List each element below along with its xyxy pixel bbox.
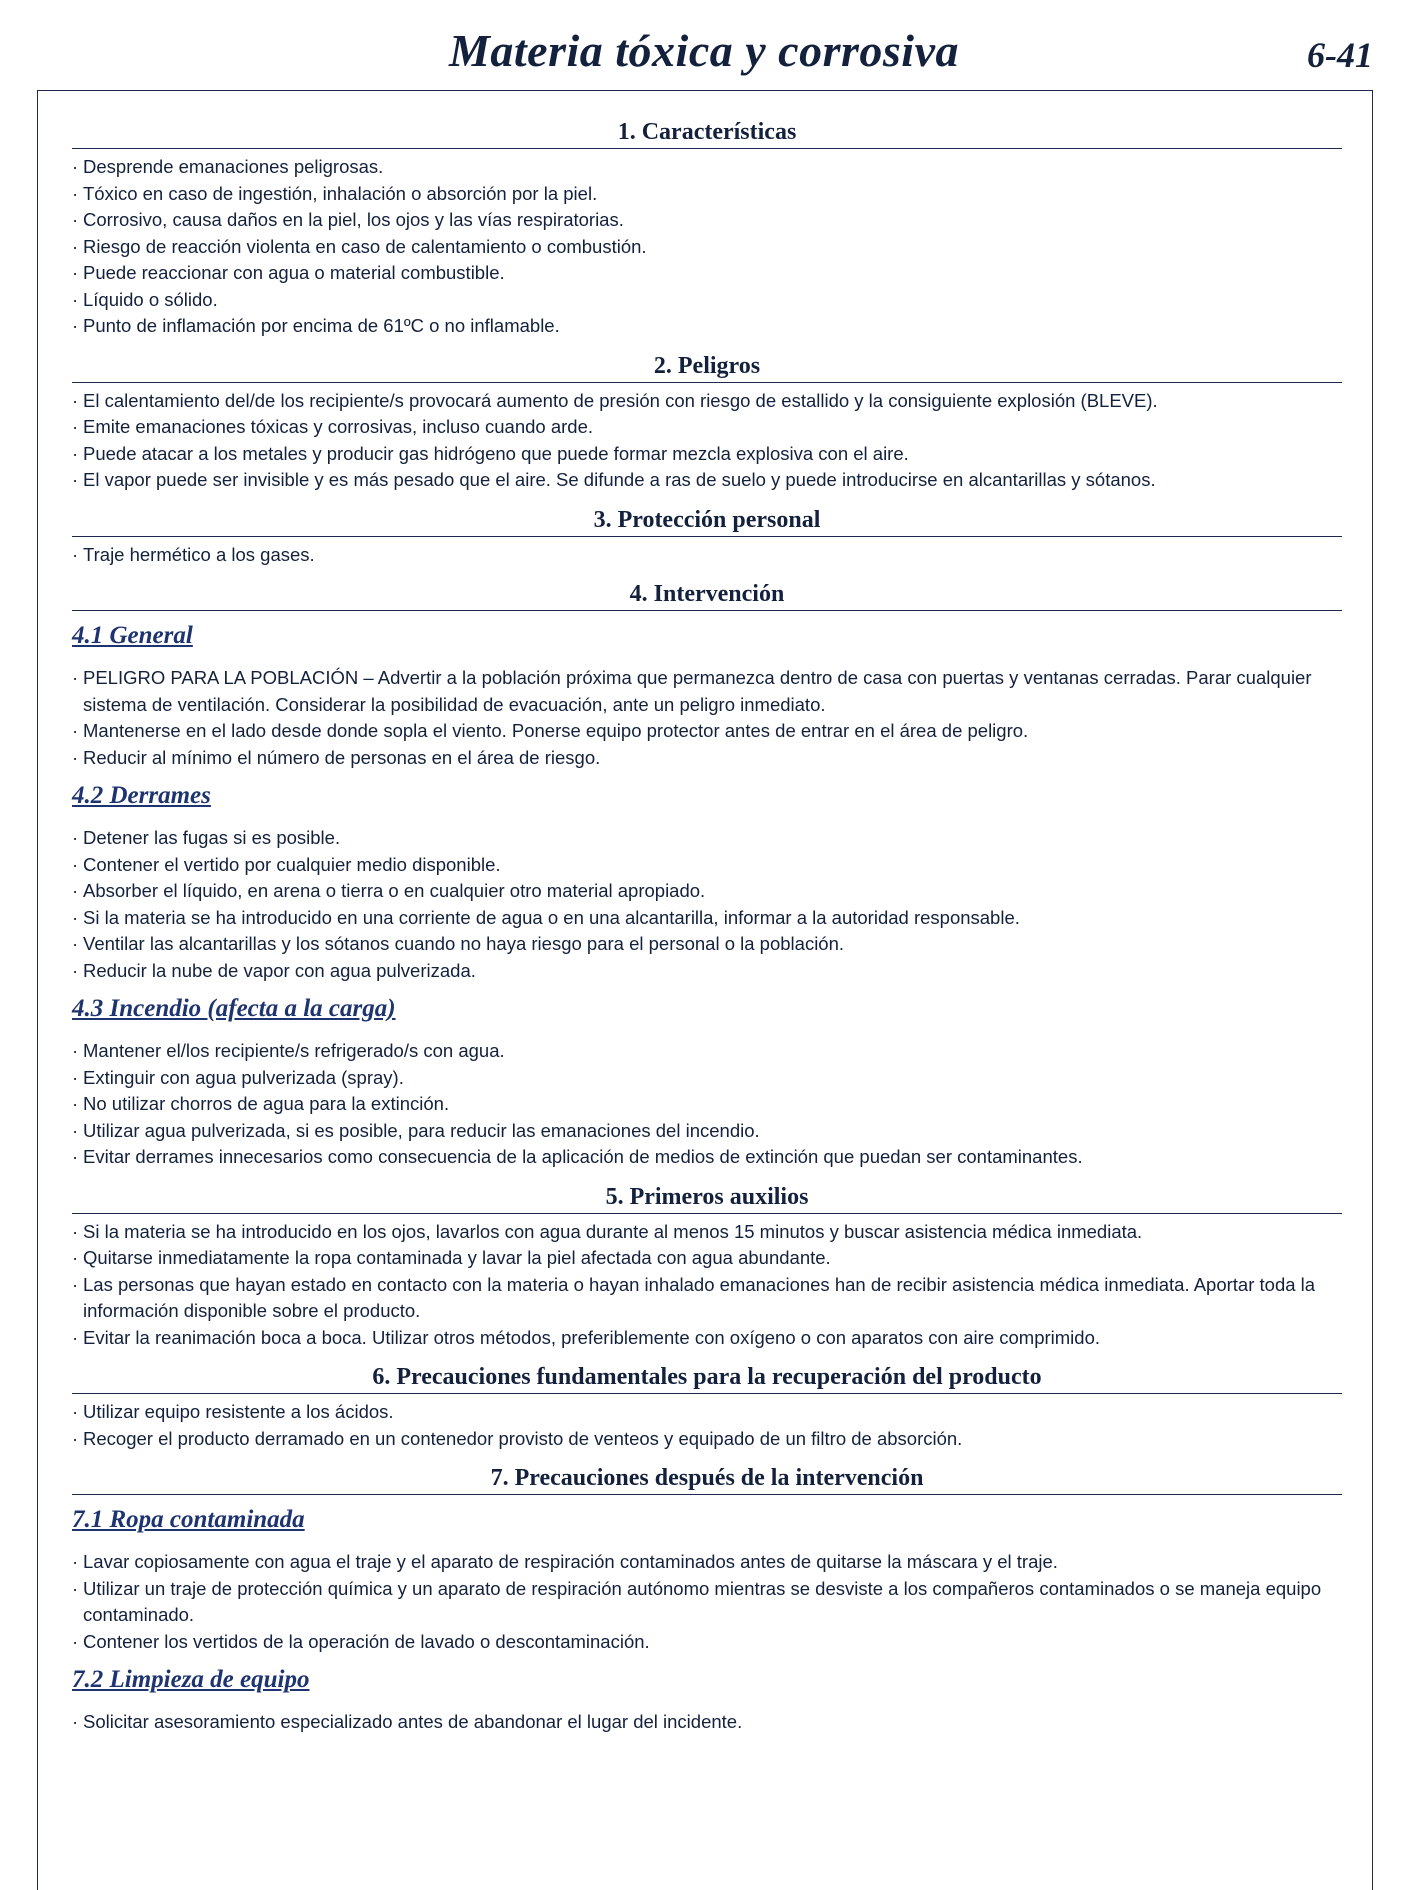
subsection-heading-general: 4.1 General — [72, 622, 193, 649]
list-item: · Evitar derrames innecesarios como consecuencia de la aplicación de medios de extinción que puedan ser contaminantes. — [72, 1144, 1332, 1171]
list-item: · Traje hermético a los gases. — [72, 542, 1332, 569]
item-list — [72, 388, 1342, 494]
section-caracteristicas — [72, 118, 1342, 340]
item-list — [72, 542, 1342, 569]
item-list — [72, 1549, 1342, 1655]
subsection-heading-ropa-contaminada: 7.1 Ropa contaminada — [72, 1506, 305, 1533]
list-item: · Utilizar equipo resistente a los ácidos. — [72, 1399, 1332, 1426]
list-item: · Riesgo de reacción violenta en caso de calentamiento o combustión. — [72, 234, 1332, 261]
item-list — [72, 665, 1342, 771]
list-item: · Detener las fugas si es posible. — [72, 825, 1332, 852]
list-item: · Líquido o sólido. — [72, 287, 1332, 314]
list-item: · Contener los vertidos de la operación de lavado o descontaminación. — [72, 1629, 1332, 1656]
list-item: · Contener el vertido por cualquier medio disponible. — [72, 852, 1332, 879]
section-precauciones-recuperacion — [72, 1363, 1342, 1452]
section-proteccion-personal — [72, 506, 1342, 569]
list-item: · El vapor puede ser invisible y es más pesado que el aire. Se difunde a ras de suelo y puede introducirse en alcantarillas y sótanos. — [72, 467, 1332, 494]
section-peligros — [72, 352, 1342, 494]
list-item: · Corrosivo, causa daños en la piel, los ojos y las vías respiratorias. — [72, 207, 1332, 234]
list-item: · Quitarse inmediatamente la ropa contaminada y lavar la piel afectada con agua abundante. — [72, 1245, 1332, 1272]
list-item: · Reducir al mínimo el número de personas en el área de riesgo. — [72, 745, 1332, 772]
list-item: · Emite emanaciones tóxicas y corrosivas, incluso cuando arde. — [72, 414, 1332, 441]
item-list — [72, 1399, 1342, 1452]
section-heading: 5. Primeros auxilios — [72, 1183, 1342, 1214]
list-item: · Tóxico en caso de ingestión, inhalación o absorción por la piel. — [72, 181, 1332, 208]
list-item: · Puede atacar a los metales y producir gas hidrógeno que puede formar mezcla explosiva con el aire. — [72, 441, 1332, 468]
list-item: · Mantenerse en el lado desde donde sopla el viento. Ponerse equipo protector antes de entrar en el área de peligro. — [72, 718, 1332, 745]
section-heading: 6. Precauciones fundamentales para la recuperación del producto — [72, 1363, 1342, 1394]
item-list — [72, 1219, 1342, 1352]
list-item: · Mantener el/los recipiente/s refrigerado/s con agua. — [72, 1038, 1332, 1065]
list-item: · Las personas que hayan estado en contacto con la materia o hayan inhalado emanaciones han de recibir asistencia médica inmediata. Aportar toda la información disponible sobre el producto. — [72, 1272, 1332, 1325]
list-item: · Recoger el producto derramado en un contenedor provisto de venteos y equipado de un filtro de absorción. — [72, 1426, 1332, 1453]
list-item: · Reducir la nube de vapor con agua pulverizada. — [72, 958, 1332, 985]
section-precauciones-despues — [72, 1464, 1342, 1736]
list-item: · Puede reaccionar con agua o material combustible. — [72, 260, 1332, 287]
list-item: · Absorber el líquido, en arena o tierra o en cualquier otro material apropiado. — [72, 878, 1332, 905]
section-heading: 3. Protección personal — [72, 506, 1342, 537]
list-item: · Evitar la reanimación boca a boca. Utilizar otros métodos, preferiblemente con oxígeno o con aparatos con aire comprimido. — [72, 1325, 1332, 1352]
list-item: · El calentamiento del/de los recipiente/s provocará aumento de presión con riesgo de estallido y la consiguiente explosión (BLEVE). — [72, 388, 1332, 415]
item-list — [72, 154, 1342, 340]
list-item: · Si la materia se ha introducido en los ojos, lavarlos con agua durante al menos 15 minutos y buscar asistencia médica inmediata. — [72, 1219, 1332, 1246]
item-list — [72, 1709, 1342, 1736]
list-item: · Desprende emanaciones peligrosas. — [72, 154, 1332, 181]
section-heading: 7. Precauciones después de la intervención — [72, 1464, 1342, 1495]
document-body — [72, 118, 1342, 1748]
list-item: · PELIGRO PARA LA POBLACIÓN – Advertir a la población próxima que permanezca dentro de casa con puertas y ventanas cerradas. Parar cualquier sistema de ventilación. Considerar la posibilidad de evacuación, ante un peligro inmediato. — [72, 665, 1332, 718]
list-item: · Utilizar un traje de protección química y un aparato de respiración autónomo mientras se desviste a los compañeros contaminados o se maneja equipo contaminado. — [72, 1576, 1332, 1629]
subsection-heading-incendio: 4.3 Incendio (afecta a la carga) — [72, 995, 396, 1022]
list-item: · Si la materia se ha introducido en una corriente de agua o en una alcantarilla, informar a la autoridad responsable. — [72, 905, 1332, 932]
list-item: · Ventilar las alcantarillas y los sótanos cuando no haya riesgo para el personal o la población. — [72, 931, 1332, 958]
list-item: · Extinguir con agua pulverizada (spray). — [72, 1065, 1332, 1092]
list-item: · Utilizar agua pulverizada, si es posible, para reducir las emanaciones del incendio. — [72, 1118, 1332, 1145]
section-primeros-auxilios — [72, 1183, 1342, 1352]
section-heading: 1. Características — [72, 118, 1342, 149]
page-number: 6-41 — [1307, 35, 1373, 75]
section-heading: 4. Intervención — [72, 580, 1342, 611]
section-intervencion — [72, 580, 1342, 1171]
subsection-heading-limpieza-equipo: 7.2 Limpieza de equipo — [72, 1666, 310, 1693]
subsection-heading-derrames: 4.2 Derrames — [72, 782, 211, 809]
item-list — [72, 1038, 1342, 1171]
page-title: Materia tóxica y corrosiva — [449, 25, 959, 76]
list-item: · Punto de inflamación por encima de 61ºC o no inflamable. — [72, 313, 1332, 340]
list-item: · No utilizar chorros de agua para la extinción. — [72, 1091, 1332, 1118]
list-item: · Lavar copiosamente con agua el traje y el aparato de respiración contaminados antes de quitarse la máscara y el traje. — [72, 1549, 1332, 1576]
section-heading: 2. Peligros — [72, 352, 1342, 383]
list-item: · Solicitar asesoramiento especializado antes de abandonar el lugar del incidente. — [72, 1709, 1332, 1736]
item-list — [72, 825, 1342, 984]
